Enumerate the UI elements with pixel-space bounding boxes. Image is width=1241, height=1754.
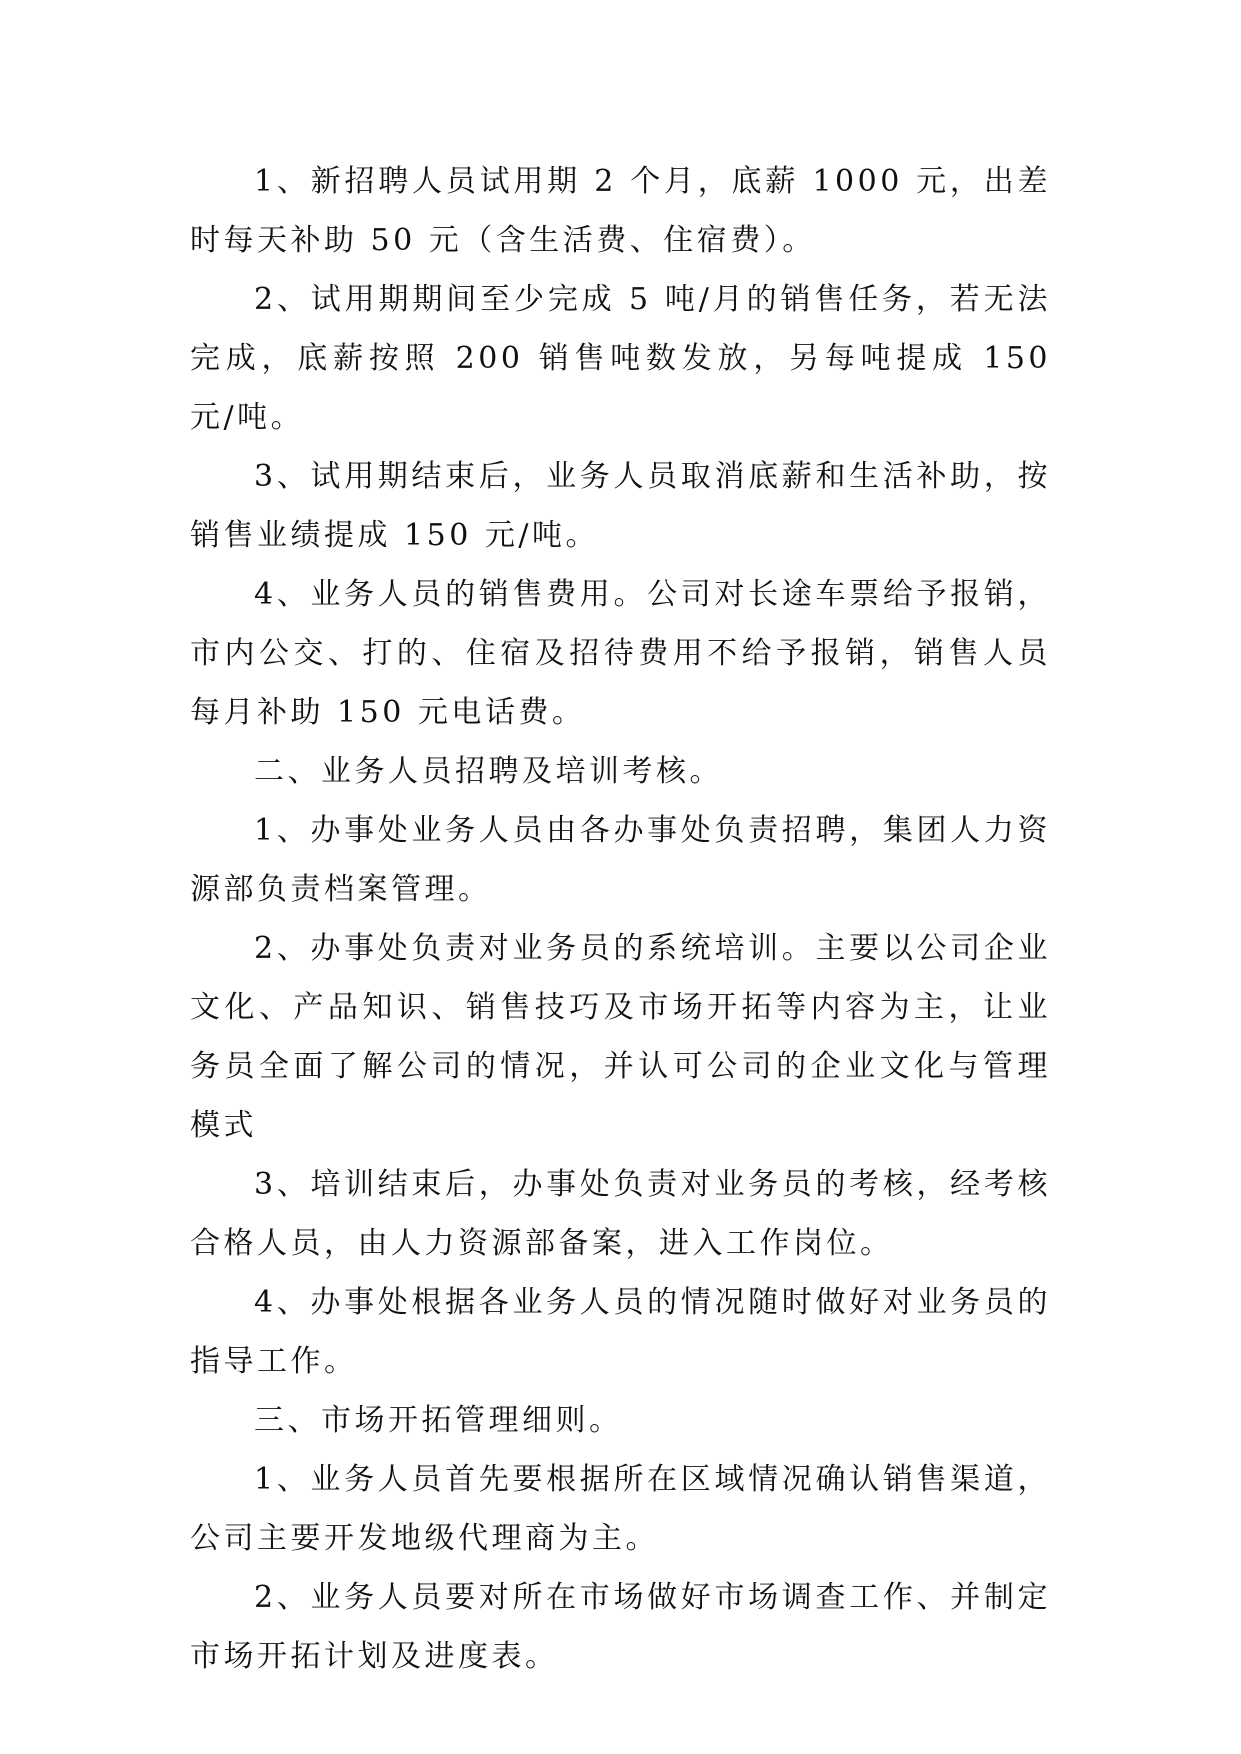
paragraph-market-survey: 2、业务人员要对所在市场做好市场调查工作、并制定市场开拓计划及进度表。 xyxy=(190,1580,1051,1674)
section-heading-recruitment-training: 二、业务人员招聘及培训考核。 xyxy=(254,754,723,789)
paragraph-post-trial-commission: 3、试用期结束后，业务人员取消底薪和生活补助，按销售业绩提成 150 元/吨。 xyxy=(190,459,1051,553)
paragraph-training: 2、办事处负责对业务员的系统培训。主要以公司企业文化、产品知识、销售技巧及市场开拓等内容为主，让业务员全面了解公司的情况，并认可公司的企业文化与管理模式 xyxy=(190,931,1051,1143)
section-heading-market-development: 三、市场开拓管理细则。 xyxy=(254,1403,623,1438)
paragraph-trial-period: 1、新招聘人员试用期 2 个月，底薪 1000 元，出差时每天补助 50 元（含生活费、住宿费）。 xyxy=(190,164,1051,258)
paragraph-recruitment: 1、办事处业务人员由各办事处负责招聘，集团人力资源部负责档案管理。 xyxy=(190,813,1051,907)
paragraph-assessment: 3、培训结束后，办事处负责对业务员的考核，经考核合格人员，由人力资源部备案，进入工作岗位。 xyxy=(190,1167,1051,1261)
paragraph-sales-channels: 1、业务人员首先要根据所在区域情况确认销售渠道，公司主要开发地级代理商为主。 xyxy=(190,1462,1051,1556)
paragraph-sales-expenses: 4、业务人员的销售费用。公司对长途车票给予报销，市内公交、打的、住宿及招待费用不给予报销，销售人员每月补助 150 元电话费。 xyxy=(190,577,1051,730)
paragraph-trial-sales-task: 2、试用期期间至少完成 5 吨/月的销售任务，若无法完成，底薪按照 200 销售吨数发放，另每吨提成 150 元/吨。 xyxy=(190,282,1051,435)
paragraph-guidance: 4、办事处根据各业务人员的情况随时做好对业务员的指导工作。 xyxy=(190,1285,1051,1379)
